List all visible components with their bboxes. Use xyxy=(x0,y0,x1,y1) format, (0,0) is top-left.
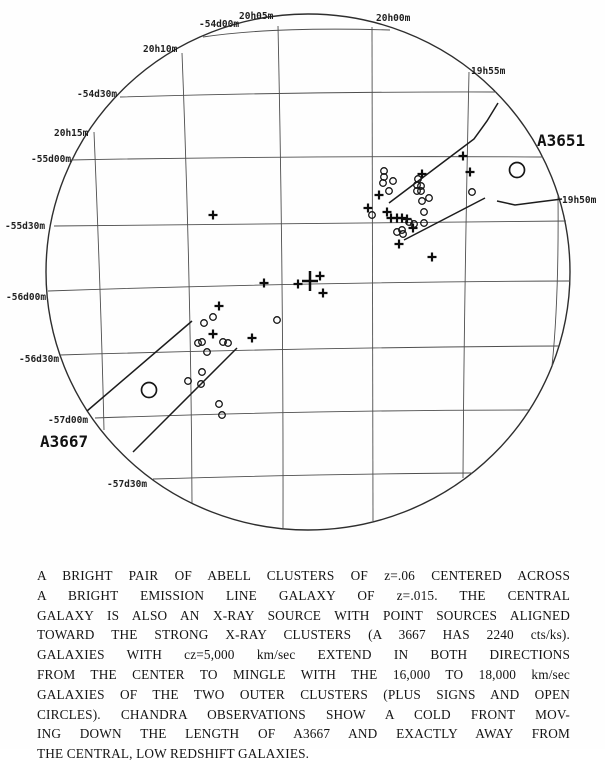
caption-line: ING DOWN THE LENGTH OF A3667 AND EXACTLY AWAY FROM xyxy=(37,726,570,742)
galaxy-circle-marker xyxy=(426,195,433,202)
caption-line: GALAXIES WITH cz=5,000 km/sec EXTEND IN BOTH DIRECTIONS xyxy=(37,647,570,663)
a3667-band-lower xyxy=(133,348,237,452)
dec-parallel-line xyxy=(70,157,543,160)
caption-line: THE CENTRAL, LOW REDSHIFT GALAXIES. xyxy=(37,746,310,762)
galaxy-plus-marker xyxy=(248,334,257,343)
galaxy-plus-marker xyxy=(215,302,224,311)
cluster-name-label: A3651 xyxy=(537,131,586,150)
cluster-name-label: A3667 xyxy=(40,432,89,451)
ra-tick-label: 20h05m xyxy=(239,11,274,22)
galaxy-circle-marker xyxy=(199,339,206,346)
galaxy-circle-marker xyxy=(390,178,397,185)
galaxy-plus-marker xyxy=(316,272,325,281)
galaxy-circle-marker xyxy=(199,369,206,376)
ra-tick-label: 20h15m xyxy=(54,128,89,139)
galaxy-circle-marker xyxy=(469,189,476,196)
caption-line: A BRIGHT EMISSION LINE GALAXY OF z=.015. THE CENTRAL xyxy=(37,587,570,603)
caption-line: CIRCLES). CHANDRA OBSERVATIONS SHOW A COLD FRONT MOV- xyxy=(37,706,570,722)
dec-tick-label: -54d00m xyxy=(199,19,240,30)
dec-tick-label: -57d30m xyxy=(107,479,148,490)
galaxy-circle-marker xyxy=(274,317,281,324)
galaxy-circle-marker xyxy=(216,401,223,408)
dec-tick-label: -57d00m xyxy=(48,415,89,426)
dec-parallel-line xyxy=(203,29,390,37)
dec-parallel-line xyxy=(120,92,496,97)
dec-tick-label: -56d30m xyxy=(19,354,60,365)
ra-meridian-line xyxy=(278,26,283,528)
ra-meridian-line xyxy=(463,72,469,478)
galaxy-plus-marker xyxy=(395,240,404,249)
dec-tick-label: -55d00m xyxy=(31,154,72,165)
ra-tick-label: 19h50m xyxy=(562,195,597,206)
caption-line: TOWARD THE STRONG X-RAY CLUSTERS (A 3667 HAS 2240 cts/ks). xyxy=(37,627,570,643)
ra-meridian-line xyxy=(182,53,192,503)
dec-tick-label: -54d30m xyxy=(77,89,118,100)
galaxy-plus-marker xyxy=(418,170,427,179)
galaxy-plus-marker xyxy=(319,289,328,298)
figure-caption xyxy=(37,566,570,764)
galaxy-circle-marker xyxy=(201,320,208,327)
galaxy-circle-marker xyxy=(204,349,211,356)
dec-parallel-line xyxy=(60,346,559,355)
dec-parallel-line xyxy=(153,473,472,479)
dec-tick-label: -55d30m xyxy=(5,221,46,232)
ra-meridian-line xyxy=(372,27,373,521)
caption-line: GALAXY IS ALSO AN X-RAY SOURCE WITH POINT SOURCES ALIGNED xyxy=(37,607,570,623)
a3651-band-upper xyxy=(389,103,498,203)
galaxy-circle-marker xyxy=(421,209,428,216)
galaxy-plus-marker xyxy=(375,191,384,200)
galaxy-circle-marker xyxy=(419,198,426,205)
caption-line: A BRIGHT PAIR OF ABELL CLUSTERS OF z=.06 CENTERED ACROSS xyxy=(37,568,570,583)
bright-galaxy-large-circle-marker xyxy=(142,383,157,398)
galaxy-circle-marker xyxy=(386,188,393,195)
galaxy-plus-marker xyxy=(260,279,269,288)
dec-parallel-line xyxy=(54,221,566,226)
galaxy-circle-marker xyxy=(219,412,226,419)
pointer-19h50m xyxy=(497,199,562,205)
a3651-band-lower xyxy=(404,198,485,240)
galaxy-circle-marker xyxy=(185,378,192,385)
ra-meridian-line xyxy=(94,132,104,430)
field-boundary-circle xyxy=(46,14,570,530)
caption-line: FROM THE CENTER TO MINGLE WITH THE 16,000 TO 18,000 km/sec xyxy=(37,666,570,682)
ra-tick-label: 20h00m xyxy=(376,13,411,24)
ra-tick-label: 19h55m xyxy=(471,66,506,77)
dec-tick-label: -56d00m xyxy=(6,292,47,303)
galaxy-circle-marker xyxy=(210,314,217,321)
galaxy-plus-marker xyxy=(209,330,218,339)
galaxy-plus-marker xyxy=(459,152,468,161)
bright-galaxy-large-circle-marker xyxy=(510,163,525,178)
galaxy-circle-marker xyxy=(421,220,428,227)
galaxy-plus-marker xyxy=(294,280,303,289)
central-galaxy-plus-marker xyxy=(302,271,318,291)
galaxy-plus-marker xyxy=(428,253,437,262)
caption-line: GALAXIES OF THE TWO OUTER CLUSTERS (PLUS SIGNS AND OPEN xyxy=(37,686,570,702)
ra-tick-label: 20h10m xyxy=(143,44,178,55)
galaxy-circle-marker xyxy=(400,231,407,238)
galaxy-plus-marker xyxy=(209,211,218,220)
